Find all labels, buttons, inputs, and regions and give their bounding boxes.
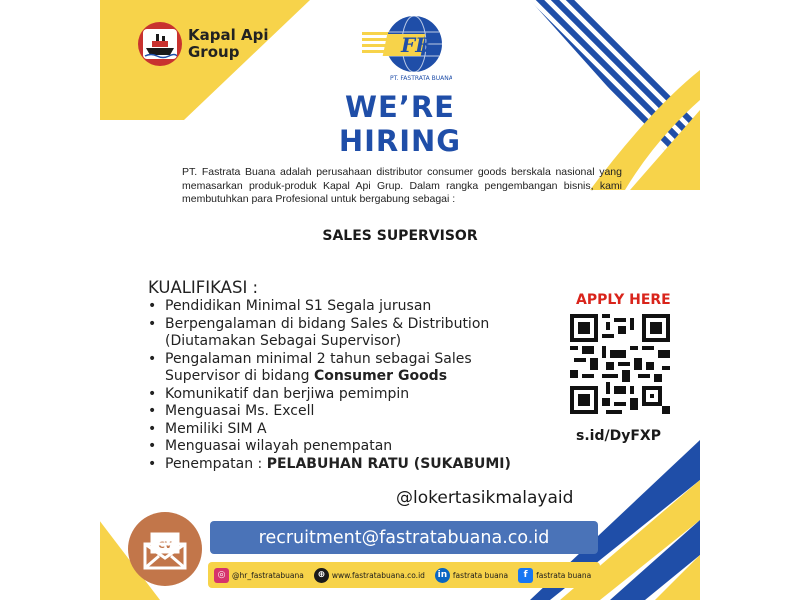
intro-paragraph: PT. Fastrata Buana adalah perusahaan distributor consumer goods berskala nasional yang memasarkan produk-produk Kapal Api Grup. Dalam rangka pengembangan bisnis, kami membutuhkan para Profesional untuk bergabung sebagai :	[182, 166, 622, 205]
watermark-handle: @lokertasikmalayaid	[396, 488, 574, 508]
apply-here-label: APPLY HERE	[576, 292, 671, 308]
instagram-link[interactable]	[214, 568, 304, 583]
apply-short-link[interactable]: s.id/DyFXP	[576, 428, 661, 444]
position-title: SALES SUPERVISOR	[322, 228, 478, 244]
linkedin-icon: in	[435, 568, 450, 583]
list-item: • Pendidikan Minimal S1 Segala jurusan	[145, 298, 545, 316]
instagram-handle: @hr_fastratabuana	[232, 570, 304, 580]
qualifications-title: KUALIFIKASI :	[148, 278, 259, 297]
cv-envelope-badge	[128, 512, 202, 586]
linkedin-link[interactable]	[435, 568, 508, 583]
linkedin-name: fastrata buana	[452, 570, 509, 580]
cv-label: CV	[158, 541, 172, 551]
list-item: • Berpengalaman di bidang Sales & Distribution (Diutamakan Sebagai Supervisor)	[145, 316, 545, 351]
globe-icon: ⊕	[314, 568, 329, 583]
instagram-icon: ◎	[214, 568, 229, 583]
qualifications-list	[145, 298, 545, 473]
list-item: • Menguasai wilayah penempatan	[145, 438, 545, 456]
list-item: • Komunikatif dan berjiwa pemimpin	[145, 386, 545, 404]
ship-icon	[138, 22, 182, 66]
website-link[interactable]	[314, 568, 425, 583]
facebook-name: fastrata buana	[536, 570, 592, 580]
facebook-link[interactable]	[518, 568, 591, 583]
list-item: • Penempatan : PELABUHAN RATU (SUKABUMI)	[145, 456, 545, 474]
kapal-api-line1: Kapal Api	[188, 26, 269, 44]
fastrata-ring-text: PT. FASTRATA BUANA	[390, 75, 452, 82]
headline-line2: HIRING	[338, 124, 462, 158]
facebook-icon: f	[518, 568, 533, 583]
list-item: • Memiliki SIM A	[145, 421, 545, 439]
social-links-bar	[208, 562, 600, 588]
kapal-api-logo	[138, 22, 268, 66]
list-item: • Menguasai Ms. Excell	[145, 403, 545, 421]
qr-code[interactable]	[570, 314, 670, 414]
fastrata-buana-logo	[362, 12, 452, 82]
job-poster	[100, 0, 700, 600]
kapal-api-line2: Group	[188, 43, 240, 61]
headline-line1: WE’RE	[345, 90, 455, 124]
kapal-api-wordmark	[188, 27, 268, 61]
fastrata-monogram: FB	[401, 33, 433, 57]
website-url: www.fastratabuana.co.id	[331, 570, 425, 580]
email-contact-bar[interactable]	[210, 521, 598, 554]
email-address[interactable]: recruitment@fastratabuana.co.id	[258, 527, 550, 548]
list-item: • Pengalaman minimal 2 tahun sebagai Sales Supervisor di bidang Consumer Goods	[145, 351, 545, 386]
